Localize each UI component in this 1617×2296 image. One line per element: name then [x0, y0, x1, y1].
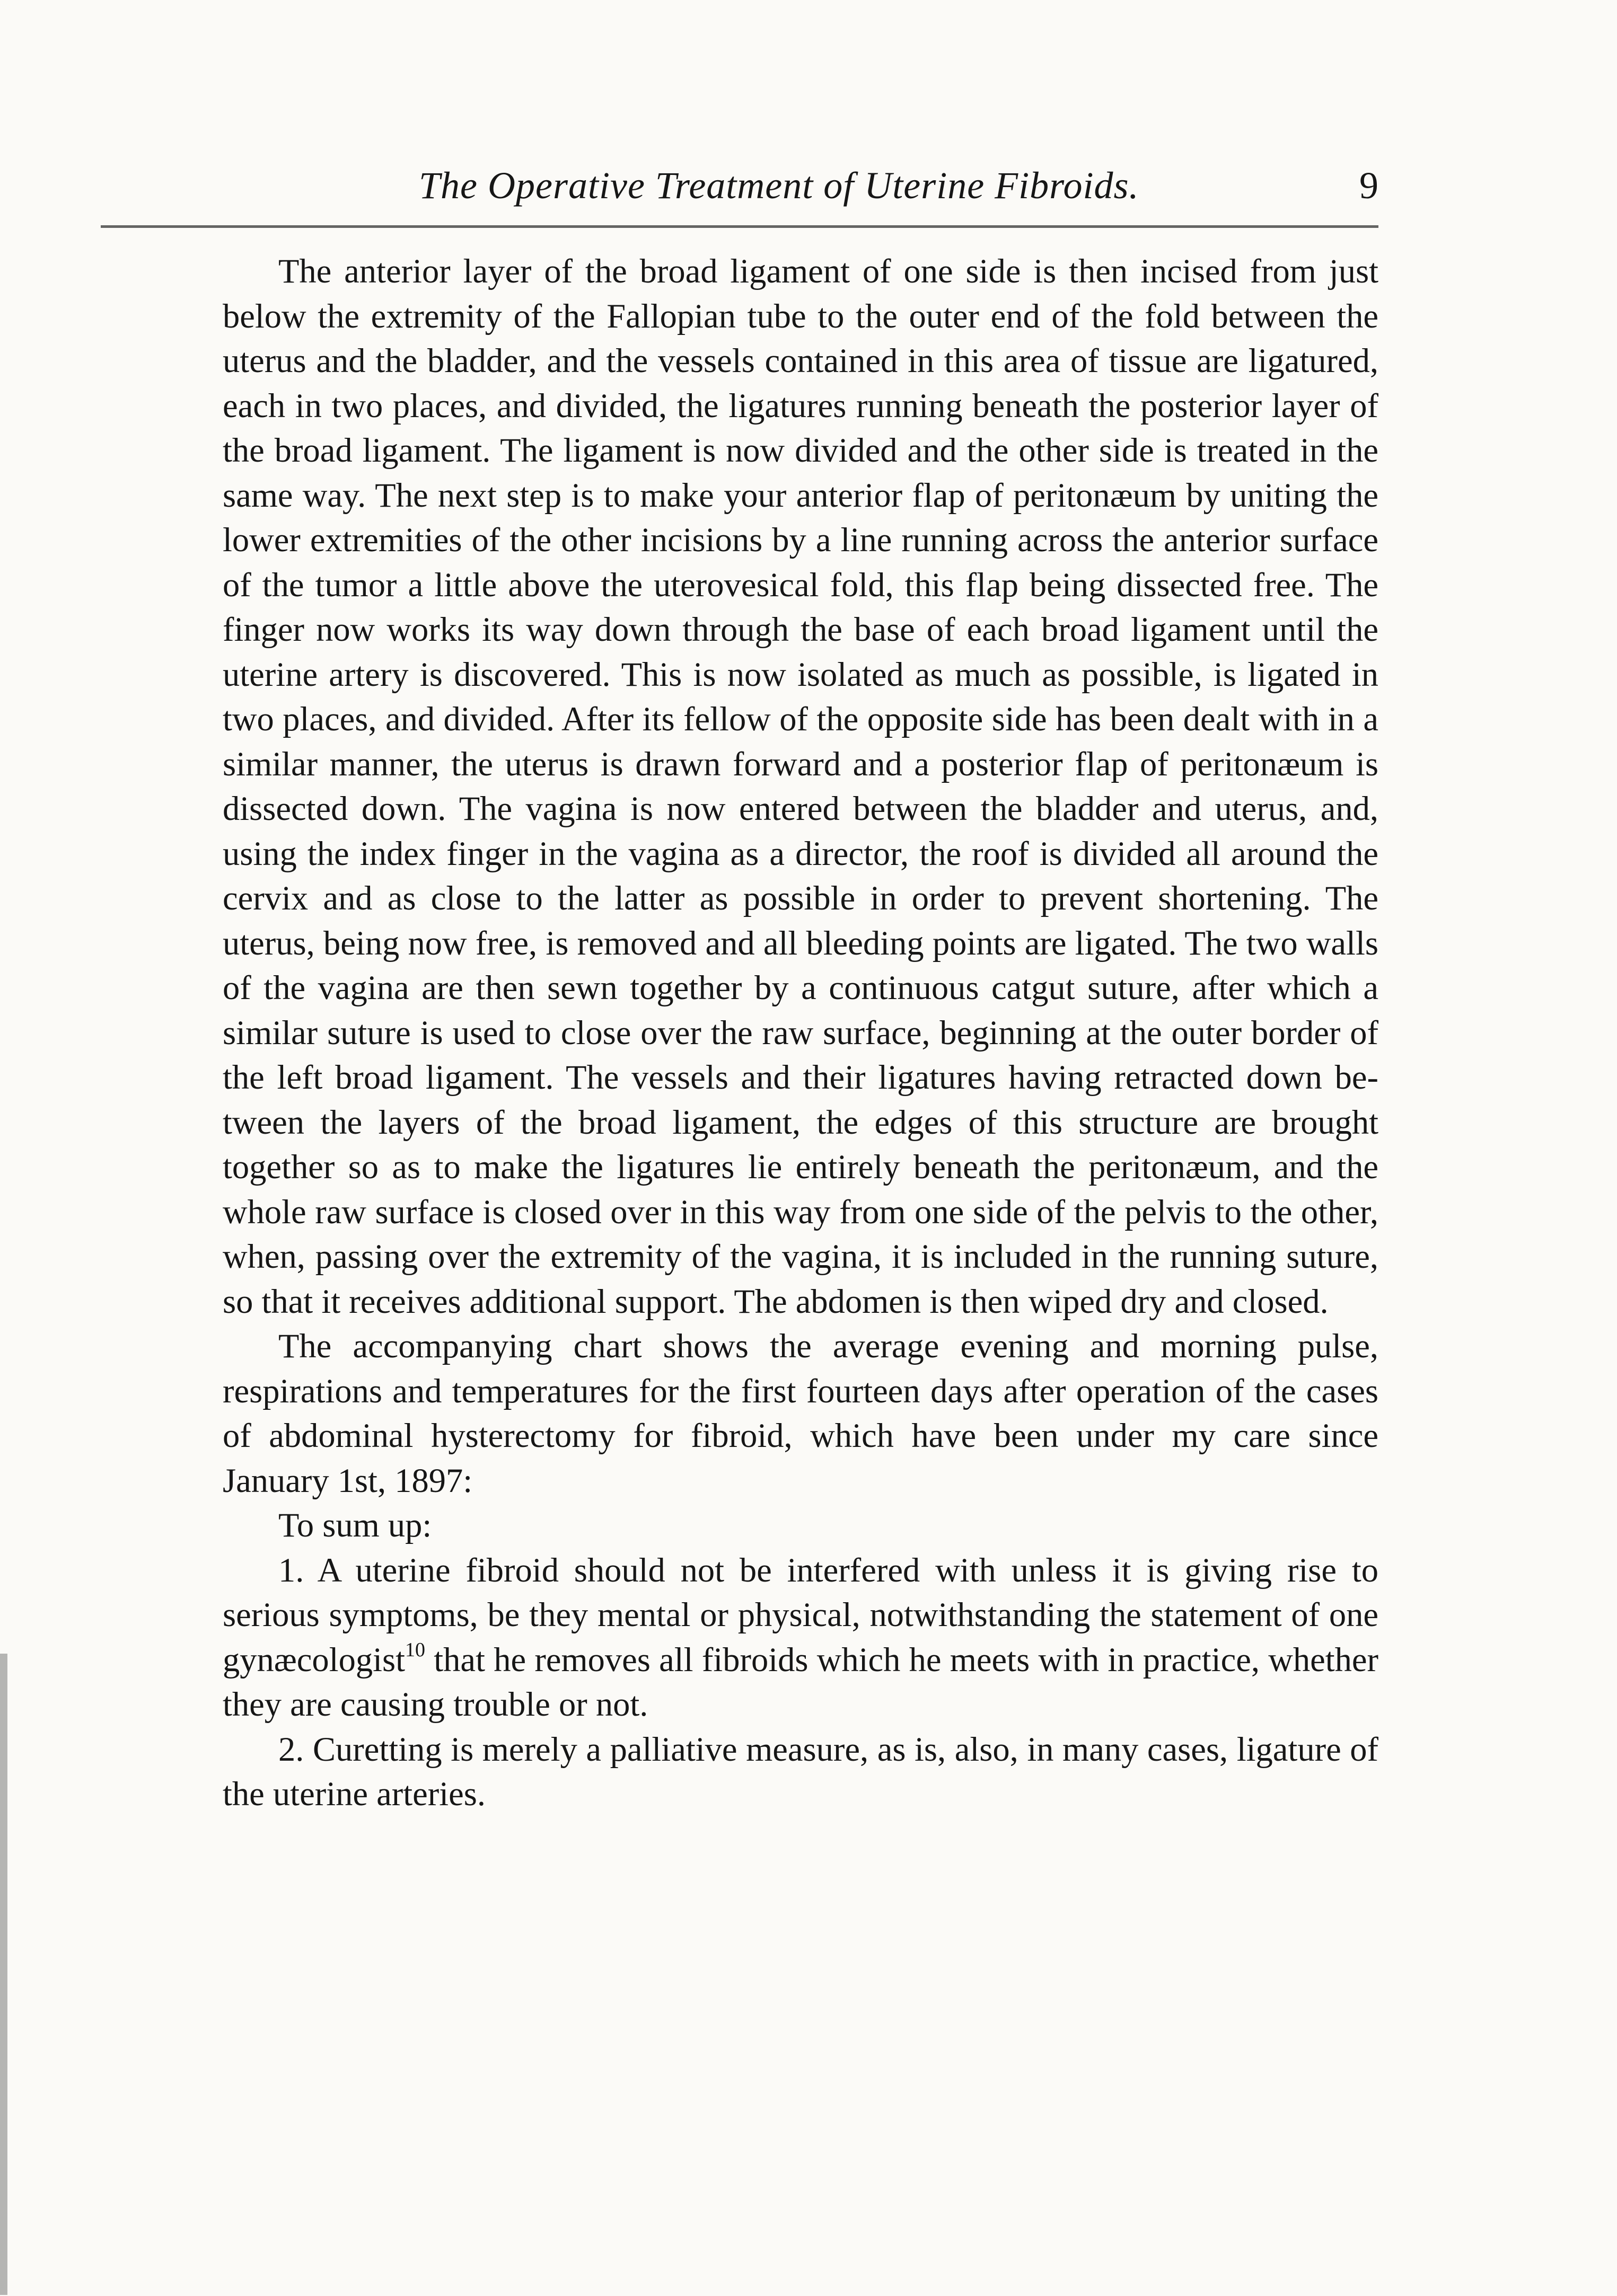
paragraph-sum-up: To sum up: — [278, 1506, 432, 1544]
paragraph-chart-reference: The accompanying chart shows the average evening and morning pulse, respirations and temperatures for the first fourteen days after operation of the cases of abdominal hysterectomy for fibroid, which have been under my care since January 1st, 1897: — [223, 1327, 1378, 1499]
header-rule — [101, 225, 1378, 228]
page-body — [223, 249, 1378, 1817]
paragraph-conclusion-2: 2. Curetting is merely a palliative measure, as is, also, in many cases, ligature of the uterine arteries. — [223, 1730, 1378, 1813]
running-header — [223, 159, 1378, 217]
paragraph-procedure: The anterior layer of the broad ligament of one side is then incised from just below the extremity of the Fallopian tube to the outer end of the fold between the uterus and the bladder, and the vessels contained in this area of tissue are ligatured, each in two places, and divided, the ligatures running beneath the posterior layer of the broad ligament. The ligament is now divided and the other side is treated in the same way. The next step is to make your anterior flap of peritonæum by uniting the lower extremities of the other incisions by a line running across the anterior surface of the tumor a little above the uterovesical fold, this flap being dissected free. The finger now works its way down through the base of each broad ligament until the uterine artery is discovered. This is now isolated as much as possible, is ligated in two places, and divided. After its fellow of the opposite side has been dealt with in a similar manner, the uterus is drawn forward and a posterior flap of peritonæum is dissected down. The vagina is now entered between the bladder and uterus, and, using the index finger in the vagina as a director, the roof is divided all around the cervix and as close to the latter as possible in order to prevent shortening. The uterus, being now free, is removed and all bleeding points are ligated. The two walls of the vagina are then sewn together by a continuous catgut suture, after which a similar suture is used to close over the raw surface, beginning at the outer border of the left broad ligament. The vessels and their ligatures having retracted down between the layers of the broad ligament, the edges of this structure are brought together so as to make the ligatures lie entirely beneath the peritonæum, and the whole raw surface is closed over in this way from one side of the pelvis to the other, when, passing over the extremity of the vagina, it is included in the running suture, so that it receives additional support. The abdomen is then wiped dry and closed. — [223, 252, 1378, 1320]
scan-margin-mark — [0, 1654, 7, 2295]
conclusion-1-text-start: 1. A uterine fibroid should not be interfered with unless it is giving rise to serious symptoms, be they mental or physical, notwithstanding the statement of one gynæcologist — [223, 1551, 1378, 1679]
footnote-reference-10: 10 — [405, 1638, 426, 1661]
page-number: 9 — [1359, 164, 1378, 207]
conclusion-1-text-end: that he removes all fibroids which he meets with in practice, whether they are causing trouble or not. — [223, 1640, 1378, 1723]
paragraph-conclusion-1 — [223, 1548, 1378, 1727]
running-title: The Operative Treatment of Uterine Fibroids. — [419, 164, 1139, 207]
